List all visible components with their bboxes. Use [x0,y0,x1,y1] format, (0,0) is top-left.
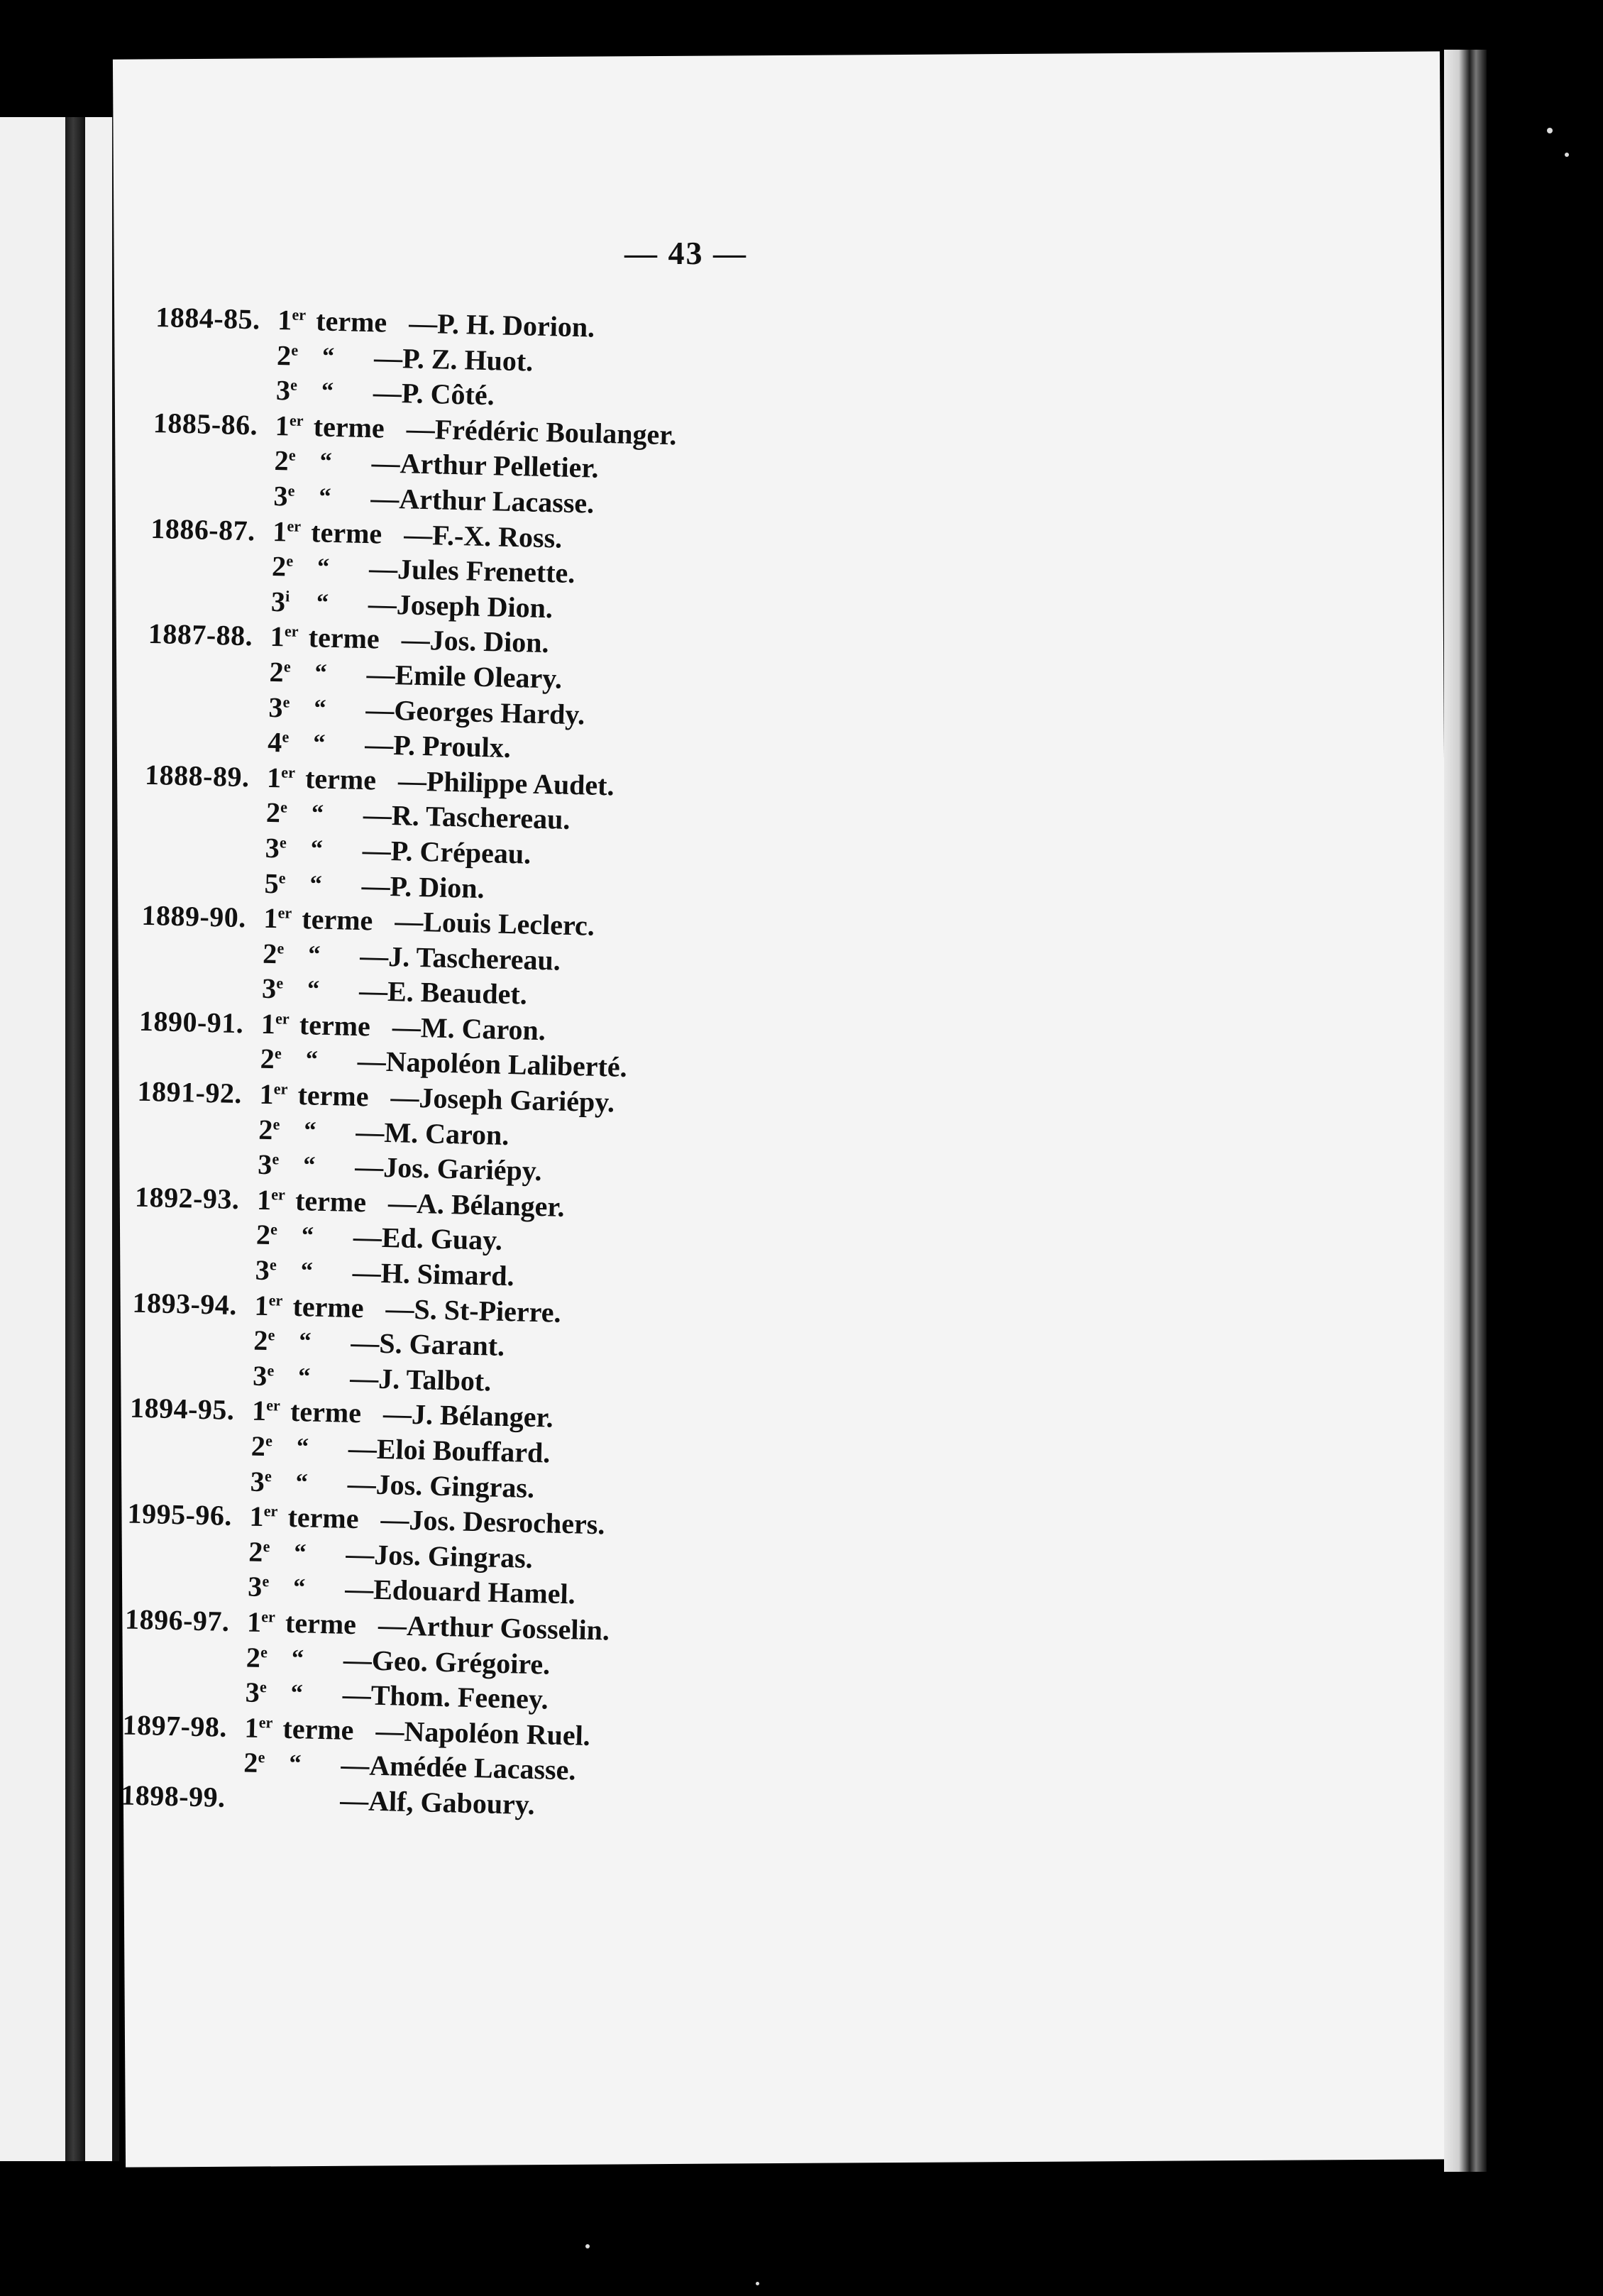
term-ordinal: 3 [268,691,284,723]
term-ordinal: 5 [264,867,280,899]
term-ordinal-suffix: e [270,1220,278,1238]
term-ordinal-suffix: e [288,446,296,465]
officer-name: —Napoléon Ruel. [375,1714,591,1752]
page-right-edge [1444,50,1487,2172]
officer-name: —Napoléon Laliberté. [357,1045,628,1084]
ditto-mark: “ [314,694,326,722]
officer-name: —Jos. Desrochers. [380,1503,605,1541]
officer-name: —Arthur Pelletier. [371,446,600,485]
term-ordinal: 1 [259,1077,275,1111]
term-number [245,1675,295,1711]
term-ordinal-suffix: er [266,1396,281,1415]
term-ordinal-suffix: e [260,1642,268,1661]
ditto-mark: “ [309,870,323,898]
ditto-mark: “ [316,554,330,581]
term-ordinal-suffix: e [268,1326,275,1344]
year-label: 1884-85. [155,300,261,336]
term-word: terme [308,621,380,655]
term-ordinal-suffix: er [277,903,292,922]
term-number [268,725,318,761]
term-ordinal: 3 [265,831,280,864]
term-number [265,795,316,831]
ditto-mark: “ [307,976,320,1003]
term-ordinal: 2 [271,550,287,583]
officer-name: —P. Dion. [361,869,485,904]
officer-name: —Arthur Gosselin. [378,1608,610,1647]
term-ordinal: 1 [249,1500,265,1533]
officer-name: —Thom. Feeney. [342,1678,549,1715]
term-number [262,971,312,1007]
term-ordinal: 2 [255,1219,271,1251]
term-ordinal: 3 [275,374,291,407]
year-label: 1894-95. [129,1391,236,1427]
term-ordinal: 3 [247,1570,263,1603]
term-number [269,654,319,691]
term-ordinal-suffix: er [261,1607,276,1626]
term-number [272,549,322,585]
term-word: terme [285,1606,357,1641]
term-ordinal-suffix: e [272,1150,280,1168]
term-ordinal-suffix: e [272,1114,280,1133]
officer-name: —J. Taschereau. [359,939,561,977]
officer-name: —A. Bélanger. [387,1186,566,1223]
officer-name: —Philippe Audet. [397,764,615,802]
term-ordinal: 1 [246,1605,262,1638]
term-ordinal: 3 [273,479,289,512]
term-number [273,478,324,515]
term-ordinal-suffix: er [284,622,299,641]
term-ordinal: 1 [275,409,290,442]
officer-name: —S. St-Pierre. [385,1292,562,1329]
term-ordinal-suffix: e [277,938,285,957]
term-number [275,373,326,409]
term-ordinal: 3 [252,1359,268,1392]
term-ordinal: 1 [244,1711,260,1744]
term-ordinal: 3 [255,1253,270,1287]
term-word: terme [301,903,373,937]
term-ordinal: 1 [254,1289,270,1322]
ditto-mark: “ [291,1644,304,1671]
ditto-mark: “ [312,730,326,757]
term-number [243,1745,294,1781]
ditto-mark: “ [300,1258,314,1285]
term-ordinal: 1 [272,515,287,547]
term-ordinal: 2 [276,339,292,372]
officer-name: —E. Beaudet. [358,974,528,1011]
term-ordinal: 2 [250,1429,266,1463]
book-binding [65,117,85,2161]
officer-name: —Jos. Gingras. [347,1467,535,1504]
ditto-mark: “ [310,835,324,862]
term-ordinal-suffix: er [287,517,302,535]
ditto-mark: “ [314,659,328,686]
officer-name: —Joseph Gariépy. [390,1081,615,1119]
term-number [250,1463,300,1500]
term-word: terme [282,1712,355,1746]
term-word: terme [294,1184,367,1219]
officer-name: —Jos. Dion. [401,623,550,659]
officer-name: —Eloi Bouffard. [348,1432,551,1469]
officer-name: —Ed. Guay. [353,1221,503,1257]
term-ordinal-suffix: er [273,1080,288,1098]
officer-name: —Jos. Gariépy. [354,1150,543,1187]
dust-speck [1565,153,1569,157]
dust-speck [756,2282,759,2285]
term-ordinal-suffix: e [259,1678,268,1696]
previous-page-edge [0,117,117,2161]
term-number [265,830,315,867]
term-ordinal: 3 [250,1465,265,1498]
officer-name: —P. H. Dorion. [408,307,595,344]
ditto-mark: “ [301,1222,314,1250]
term-ordinal: 2 [265,796,281,829]
term-ordinal-suffix: e [269,1256,277,1274]
ditto-mark: “ [294,1539,307,1566]
term-ordinal-suffix: er [289,411,304,429]
officer-name: —R. Taschereau. [363,798,571,836]
year-label: 1888-89. [144,758,250,793]
term-ordinal-suffix: e [258,1748,265,1767]
ditto-mark: “ [299,1328,312,1355]
term-ordinal-suffix: e [286,551,294,570]
officer-name: —Geo. Grégoire. [343,1643,551,1681]
term-ordinal-suffix: er [275,1009,290,1028]
year-label: 1898-99. [120,1779,226,1813]
officer-name: —Emile Oleary. [366,658,563,695]
year-label: 1885-86. [153,406,258,441]
term-ordinal: 2 [262,937,277,970]
term-ordinal-suffix: e [279,833,287,852]
term-number [253,1358,303,1394]
officer-name: —Georges Hardy. [365,693,585,730]
term-ordinal: 1 [256,1183,272,1216]
dust-speck [585,2244,590,2248]
year-label: 1896-97. [124,1603,231,1637]
term-word: terme [297,1079,370,1113]
term-word: terme [290,1395,362,1429]
term-ordinal: 2 [246,1641,261,1674]
term-word: terme [299,1008,371,1043]
term-number [258,1147,308,1183]
ditto-mark: “ [290,1680,304,1707]
term-ordinal: 1 [270,620,285,653]
officer-name: —S. Garant. [350,1326,505,1363]
term-number [270,584,321,620]
term-ordinal-suffix: er [263,1502,278,1520]
term-ordinal-suffix: e [282,692,290,711]
term-ordinal-suffix: e [264,1466,272,1485]
term-ordinal-suffix: e [262,1572,270,1591]
ditto-mark: “ [305,1046,319,1074]
term-ordinal: 2 [243,1746,258,1779]
officer-name: —Arthur Lacasse. [370,482,595,520]
term-ordinal-suffix: e [283,657,291,676]
term-number [260,1041,310,1077]
term-number [255,1253,305,1289]
term-number [248,1569,298,1605]
officer-name: —J. Talbot. [349,1361,492,1397]
ditto-mark: “ [311,800,324,828]
term-ordinal-suffix: i [285,587,290,605]
term-ordinal-suffix: er [281,763,296,781]
term-ordinal-suffix: e [263,1537,270,1556]
term-number [253,1323,304,1359]
term-word: terme [292,1290,365,1324]
term-ordinal-suffix: e [280,798,288,816]
ditto-mark: “ [297,1363,311,1390]
term-ordinal-suffix: e [265,1432,273,1450]
officer-name: —Louis Leclerc. [394,905,595,942]
officer-name: —Edouard Hamel. [344,1573,576,1610]
term-ordinal: 2 [248,1535,264,1568]
officer-name: —P. Crépeau. [362,833,531,870]
term-ordinal: 1 [251,1395,267,1427]
term-ordinal-suffix: er [271,1185,286,1204]
year-label: 1890-91. [138,1004,244,1040]
term-number [277,338,327,374]
officer-name: —Frédéric Boulanger. [406,412,677,451]
term-ordinal-suffix: e [276,974,284,992]
page-number: — 43 — [624,235,747,271]
term-number [255,1217,306,1253]
officer-name: —Amédée Lacasse. [340,1749,576,1786]
year-label: 1889-90. [141,899,247,934]
term-ordinal-suffix: e [278,868,286,887]
term-ordinal: 3 [245,1676,260,1709]
term-ordinal-suffix: er [258,1713,273,1732]
term-ordinal-suffix: er [292,305,307,324]
year-label: 1886-87. [150,512,256,546]
term-ordinal: 2 [253,1324,269,1357]
term-ordinal-suffix: e [267,1361,275,1380]
term-number [274,443,324,479]
term-word: terme [304,762,377,796]
term-word: terme [287,1501,360,1535]
term-ordinal: 2 [274,444,290,477]
term-ordinal-suffix: e [282,727,290,746]
officer-name: —Jules Frenette. [368,552,575,590]
term-number [246,1639,296,1676]
term-ordinal-suffix: e [290,375,298,394]
term-number [258,1111,309,1148]
officer-name: —F.-X. Ross. [403,517,563,554]
term-ordinal: 2 [269,655,285,688]
term-number [268,689,319,725]
term-ordinal: 2 [260,1043,275,1075]
year-label: 1897-98. [122,1708,228,1743]
term-number [264,865,314,901]
ditto-mark: “ [321,378,334,405]
officer-name: —Alf, Gaboury. [339,1784,536,1821]
term-number [250,1429,301,1465]
officer-name: —H. Simard. [352,1256,515,1292]
officer-name: —P. Côté. [373,376,495,412]
term-ordinal: 2 [258,1113,274,1146]
officer-name: —P. Z. Huot. [373,341,534,378]
year-label: 1887-88. [148,617,253,652]
term-ordinal-suffix: e [274,1044,282,1062]
year-label: 1995-96. [127,1497,233,1532]
term-ordinal: 1 [263,901,279,935]
ditto-mark: “ [295,1468,309,1496]
year-label: 1891-92. [137,1075,243,1110]
year-label: 1893-94. [132,1286,238,1321]
ditto-mark: “ [319,483,331,510]
term-ordinal: 3 [270,585,286,618]
term-ordinal: 4 [267,726,282,759]
term-word: terme [310,515,382,550]
officer-name: —Jos. Gingras. [345,1537,534,1574]
term-number [248,1534,299,1570]
year-label: 1892-93. [134,1180,241,1215]
ditto-mark: “ [321,343,335,370]
ditto-mark: “ [302,1152,316,1179]
term-word: terme [315,304,387,339]
term-ordinal-suffix: e [287,481,295,500]
ditto-mark: “ [304,1116,316,1144]
ditto-mark: “ [307,940,321,968]
term-ordinal: 1 [277,304,292,336]
officer-name: —M. Caron. [355,1115,509,1151]
dust-speck [1547,128,1553,133]
ditto-mark: “ [319,448,333,476]
term-number [263,935,313,972]
ditto-mark: “ [289,1750,302,1777]
term-ordinal-suffix: er [268,1290,283,1309]
term-ordinal-suffix: e [291,341,299,359]
ditto-mark: “ [316,589,329,616]
term-ordinal: 3 [261,972,277,1005]
officer-name: —M. Caron. [392,1011,546,1047]
officer-list [121,300,1221,1838]
ditto-mark: “ [296,1434,309,1461]
term-ordinal: 3 [257,1148,272,1181]
officer-name: —Joseph Dion. [368,587,553,625]
officer-name: —P. Proulx. [364,728,512,764]
term-word: terme [313,410,385,444]
term-ordinal: 1 [266,761,282,794]
ditto-mark: “ [292,1574,306,1601]
term-ordinal: 1 [260,1007,276,1040]
officer-name: —J. Bélanger. [382,1397,554,1434]
